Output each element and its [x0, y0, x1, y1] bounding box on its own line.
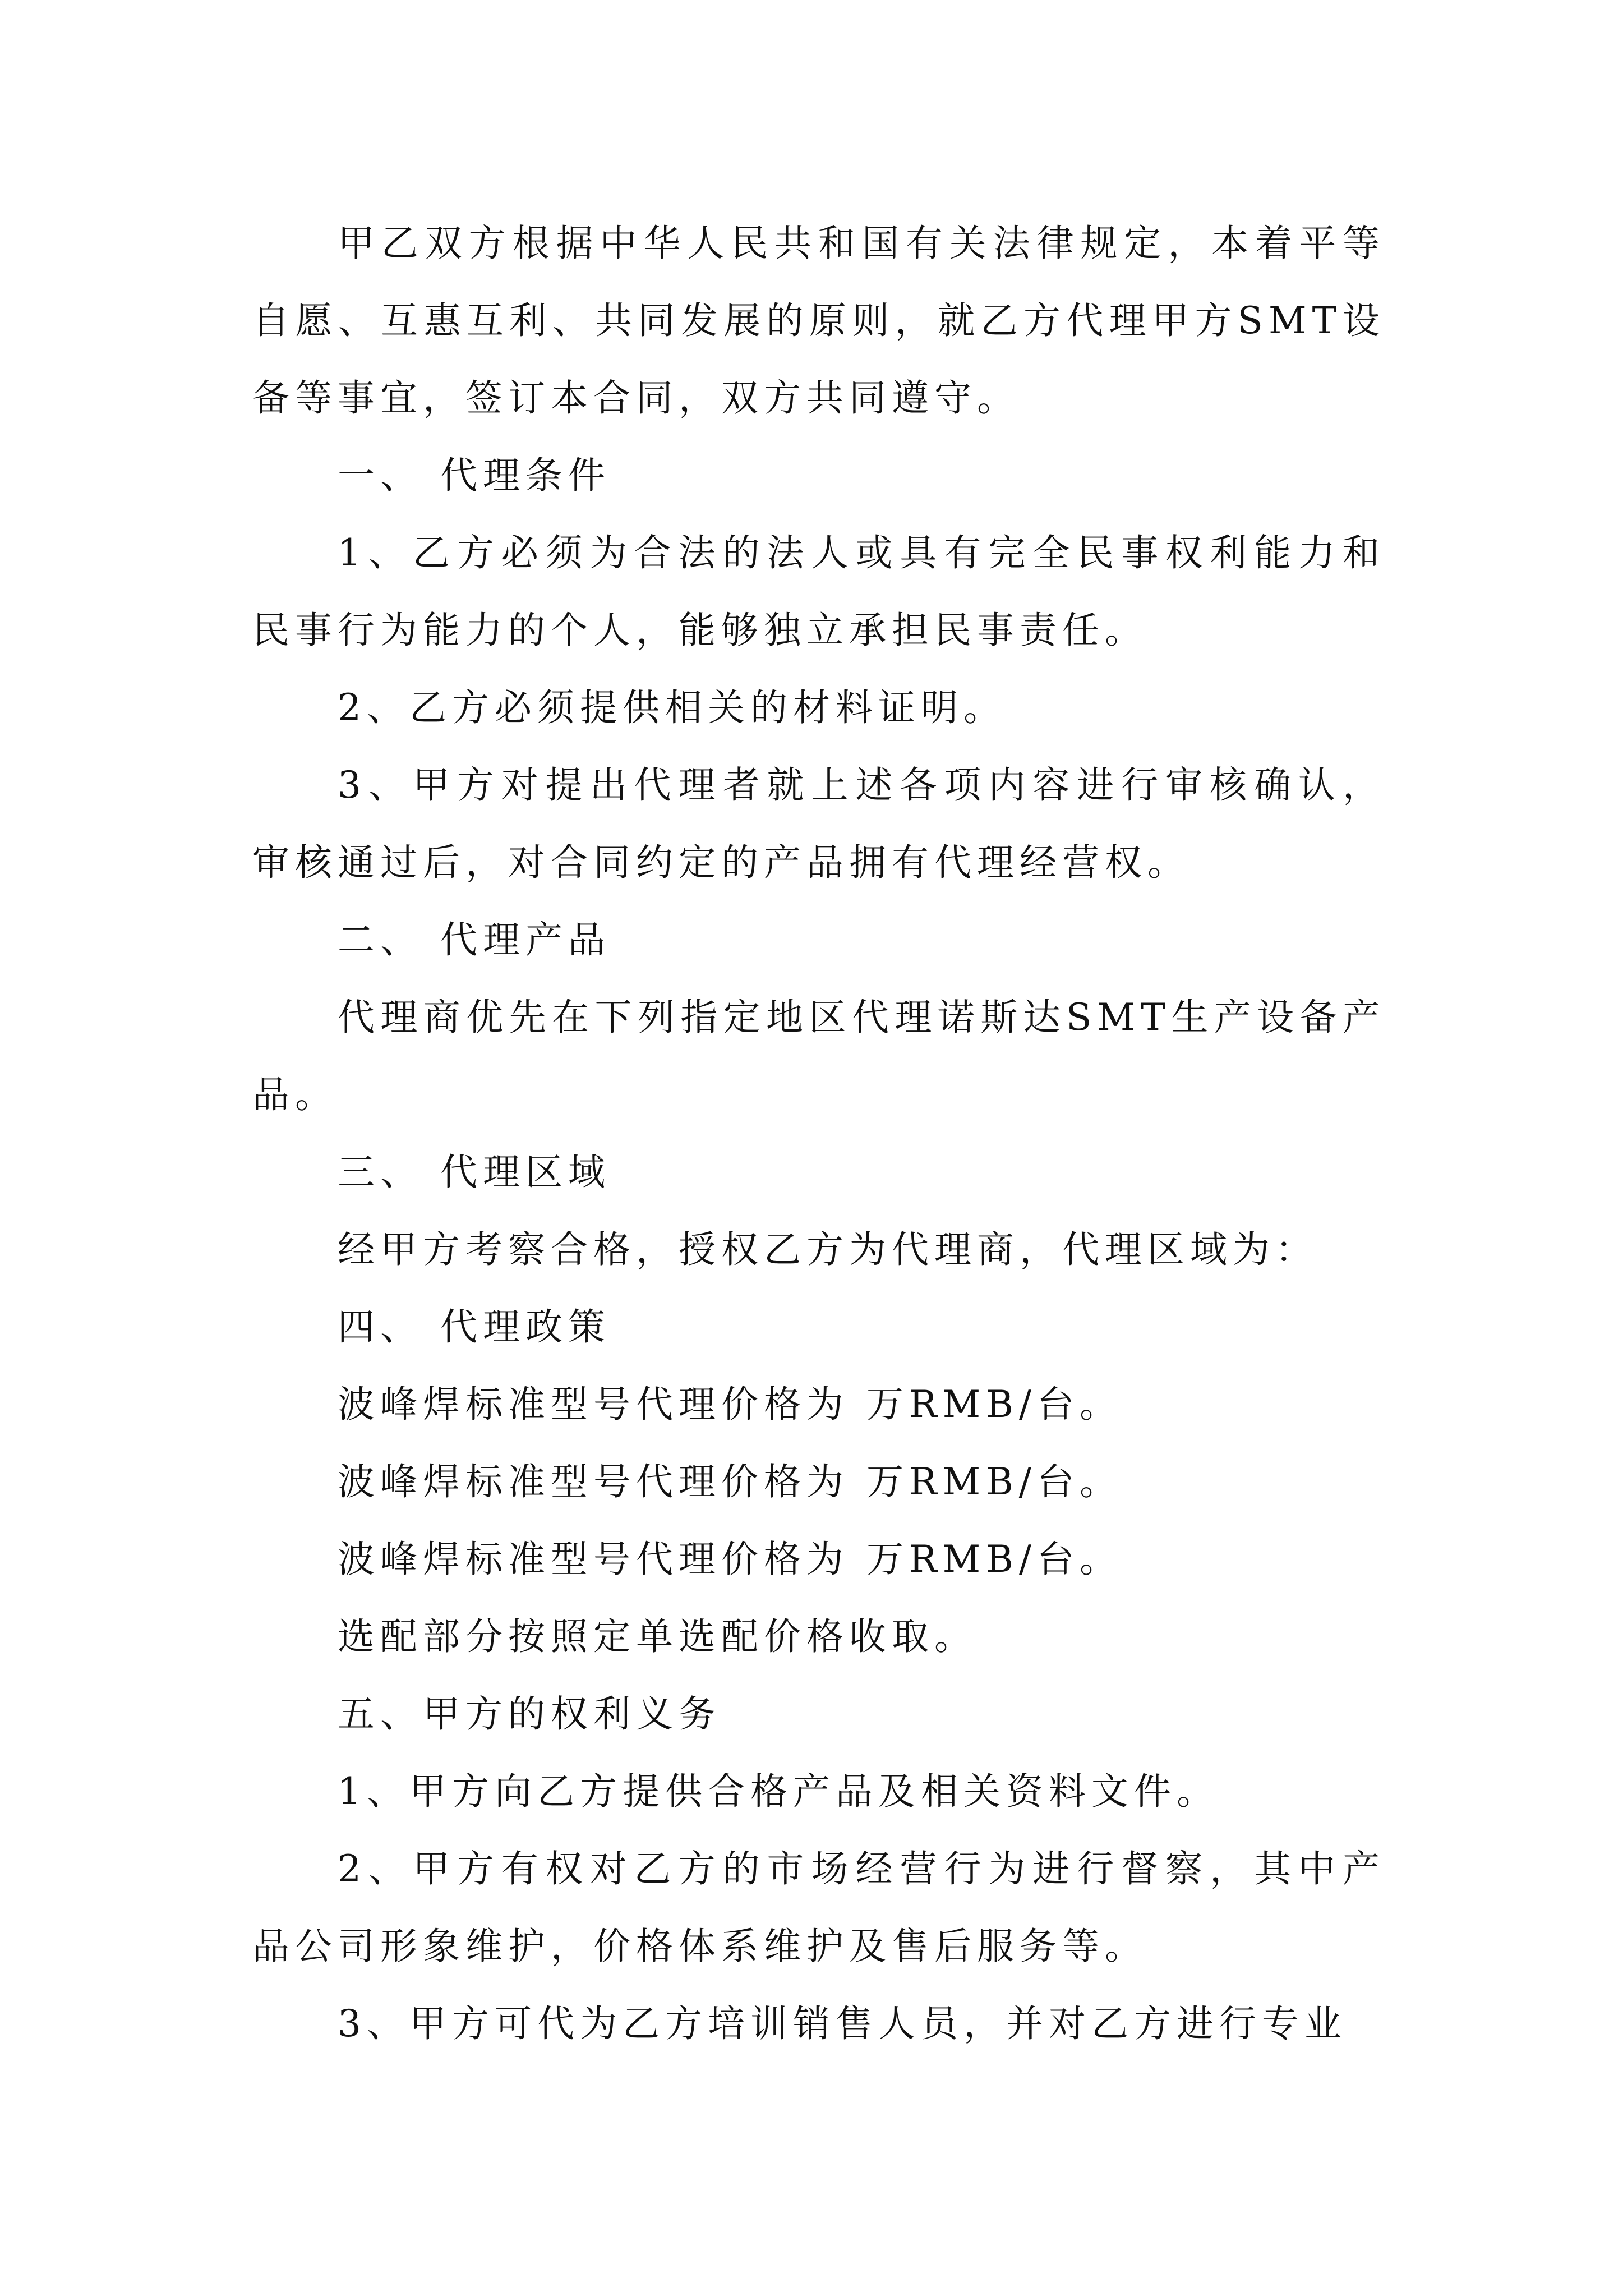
clause-paragraph: 经甲方考察合格，授权乙方为代理商，代理区域为：	[338, 1228, 1318, 1271]
contract-body	[252, 205, 1385, 2063]
section-heading: 五、甲方的权利义务	[338, 1692, 721, 1736]
section-heading: 一、 代理条件	[338, 454, 611, 497]
clause-paragraph: 1、甲方向乙方提供合格产品及相关资料文件。	[338, 1770, 1219, 1813]
price-line: 波峰焊标准型号代理价格为 万RMB/台。	[338, 1460, 1122, 1503]
clause-paragraph: 2、甲方有权对乙方的市场经营行为进行督察，其中产品公司形象维护，价格体系维护及售后服务等。	[252, 1847, 1385, 1968]
clause-paragraph: 1、乙方必须为合法的法人或具有完全民事权利能力和民事行为能力的个人，能够独立承担民事责任。	[252, 531, 1385, 652]
clause-paragraph: 选配部分按照定单选配价格收取。	[338, 1615, 977, 1658]
intro-paragraph: 甲乙双方根据中华人民共和国有关法律规定，本着平等自愿、互惠互利、共同发展的原则，就乙方代理甲方SMT设备等事宜，签订本合同，双方共同遵守。	[252, 222, 1385, 420]
price-line: 波峰焊标准型号代理价格为 万RMB/台。	[338, 1383, 1122, 1426]
section-heading: 二、 代理产品	[338, 918, 611, 961]
clause-paragraph: 3、甲方对提出代理者就上述各项内容进行审核确认，审核通过后，对合同约定的产品拥有代理经营权。	[252, 763, 1385, 884]
clause-paragraph: 3、甲方可代为乙方培训销售人员，并对乙方进行专业	[338, 2002, 1347, 2045]
section-heading: 三、 代理区域	[338, 1151, 611, 1194]
price-line: 波峰焊标准型号代理价格为 万RMB/台。	[338, 1538, 1122, 1581]
section-heading: 四、 代理政策	[338, 1305, 611, 1349]
clause-paragraph: 代理商优先在下列指定地区代理诺斯达SMT生产设备产品。	[252, 996, 1385, 1116]
clause-paragraph: 2、乙方必须提供相关的材料证明。	[338, 686, 1006, 729]
